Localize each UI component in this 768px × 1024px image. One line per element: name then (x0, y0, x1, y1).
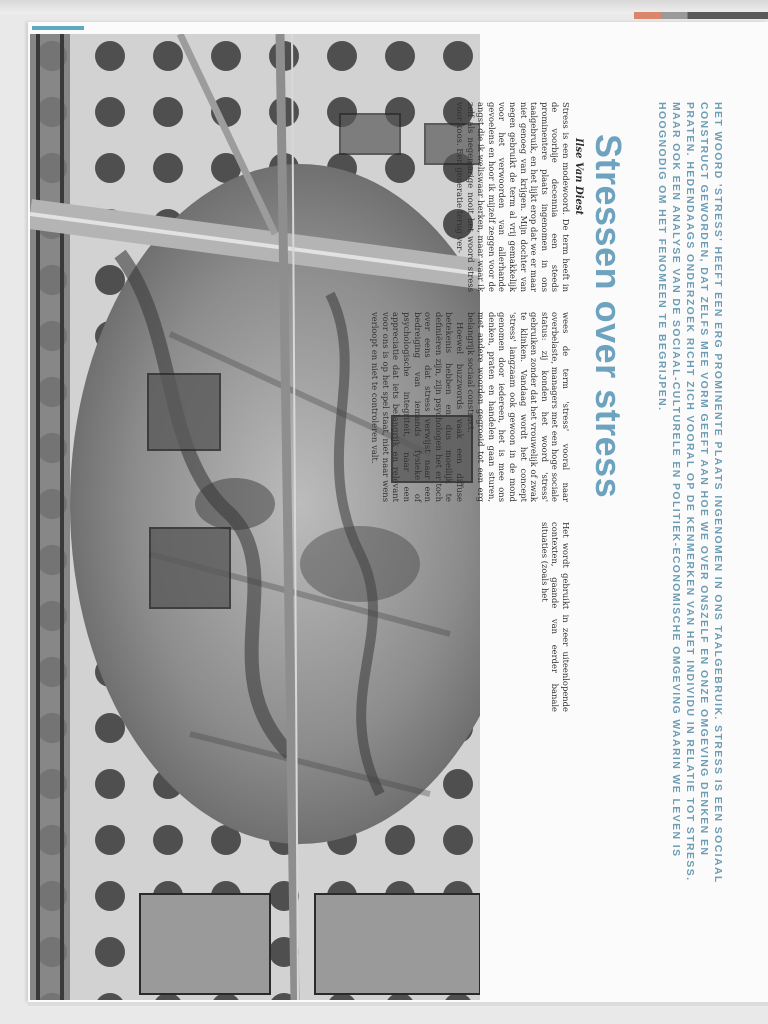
body-column-1 (454, 102, 571, 292)
body-column-2 (370, 312, 571, 502)
article-intro: HET WOORD 'STRESS' HEEFT EEN ERG PROMINENTE PLAATS INGENOMEN IN ONS TAALGEBRUIK. STRESS IS EEN SOCIAAL CONSTRUCT GEWORDEN, DAT ZELFS MEE VORM GEEFT AAN HOE WE OVER ONSZELF EN ONZE OMGEVING DENKEN EN PRATEN. HEDENDAAGS ONDERZOEK RICHT ZICH VOORAL OP DE KENMERKEN VAN HET INDIVIDU IN RELATIE TOT STRESS. MAAR OOK EEN ANALYSE VAN DE SOCIAAL-CULTURELE EN POLITIEK-ECONOMISCHE OMGEVING WAARIN WE LEVEN IS HOOGNODIG OM HET FENOMEEN TE BEGRIJPEN. (656, 102, 723, 884)
article-author: Ilse Van Diest (573, 138, 584, 216)
body-paragraph: Het wordt gebruikt in zeer uiteenlopende contexten, gaande van eerder banale situaties (zoals het (539, 522, 571, 712)
body-paragraph: Stress is een modewoord. De term heeft in de voorbije decennia een steeds prominentere plaats ingenomen in ons taalgebruik, en het lijkt erop dat we er maar niet genoeg van krijgen. Mijn dochter van negen gebruikt de term al vrij gemakkelijk voor het verwoorden van allerhande gevoelens en hoor ik mijzelf zeggen voor de angst die ik weliswaar herken, maar waar ik zelf als negenjarige nooit het woord stress voor koos. Een generatie terug ver- (455, 102, 571, 292)
body-paragraph: wees de term 'stress' vooral naar overbelaste, managers met een hoge sociale status: zij konden het woord 'stress' gebruiken zonder dat het vrouwelijk of zwak te klinken. Vandaag wordt het concept 'stress' langzaam ook gewoon in de mond genomen door iedereen, het is mee ons denken, praten en handelen gaan sturen, met andere woorden gegroeid tot een erg belangrijk sociaal construct. (465, 312, 571, 502)
body-paragraph: Hoewel buzzwords vaak een diffuse betekenis hebben en dus moeilijk te definiëren zijn, zijn psychologen het er toch over eens dat stress verwijst naar een bedreiging van iemands fysieke of psychologische integriteit, naar een appreciatie dat iets belangrijk en relevant voor ons is op het spel staat, niet naar wens verloopt en niet te controleren valt. (370, 312, 466, 502)
article-title: Stressen over stress (588, 134, 629, 499)
body-column-3 (539, 522, 571, 712)
